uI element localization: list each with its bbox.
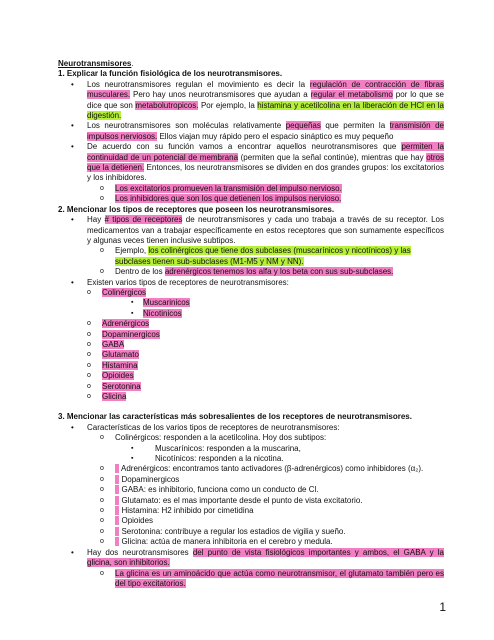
section-1-list <box>58 80 444 205</box>
spacer <box>58 402 444 412</box>
text-run: que permiten la <box>320 121 390 131</box>
text-run: Los neurotransmisores regulan el movimiento es decir la <box>87 79 310 89</box>
highlighted-text: transmisión de impulsos nerviosos. <box>87 121 444 141</box>
text-run: Dentro de los <box>115 267 165 277</box>
text-run: Por ejemplo, la <box>198 100 258 110</box>
list-item: o GABA: es inhibitorio, funciona como un conducto de Cl. <box>58 485 444 495</box>
list-item: o Glicina <box>58 392 444 402</box>
text-run: Hay <box>87 215 105 225</box>
list-item: ▪ Nicotínicos: responden a la nicotina. <box>58 454 444 464</box>
paragraph <box>58 121 444 142</box>
list-item: o Glutamato <box>58 350 444 360</box>
text-run: Ejemplo, <box>115 246 149 256</box>
list-item <box>58 267 444 277</box>
list-item: o Colinérgicos <box>58 288 444 298</box>
paragraph <box>58 142 444 184</box>
list-item <box>58 569 444 590</box>
list-item: o Dopaminergicos <box>58 330 444 340</box>
list-item: o Colinérgicos: responden a la acetilcolina. Hoy dos subtipos: <box>58 433 444 443</box>
text-run: Entonces, los neurotransmisores se dividen en dos grandes grupos: los excitatorios y los inhibidores. <box>87 163 445 183</box>
text-run: por lo que se dice que son <box>87 90 444 110</box>
section-2-heading: 2. Mencionar los tipos de receptores que poseen los neurotransmisores. <box>58 204 335 214</box>
highlighted-text: La glicina es un aminoácido que actúa como neurotransmisor, el glutamato también pero es del tipo excitatorios. <box>115 568 444 588</box>
paragraph: • Características de los varios tipos de receptores de neurotransmisores: <box>58 423 444 433</box>
list-item: ▪ Muscarinicos <box>58 298 444 308</box>
list-item: o Glutamato: es el mas importante desde el punto de vista excitatorio. <box>58 496 444 506</box>
list-item: o Adrenérgicos: encontramos tanto activadores (β-adrenérgicos) como inhibidores (α₂). <box>58 464 444 474</box>
highlighted-text: otros que la detienen. <box>87 152 444 173</box>
list-item: ▪ Nicotinicos <box>58 309 444 319</box>
list-item: o Serotonina <box>58 382 444 392</box>
list-item: o Los inhibidores que son los que detienen los impulsos nervioso. <box>58 194 444 204</box>
highlighted-text: histamina y acetilcolina en la liberación de HCl en la digestión. <box>87 100 444 121</box>
highlighted-text: permiten la continuidad de un potencial de membrana <box>87 142 444 162</box>
text-run: Pero hay unos neurotransmisores que ayudan a <box>130 90 311 100</box>
highlighted-text: regulación de contracción de fibras musculares. <box>87 79 445 100</box>
text-run: Ellos viajan muy rápido pero el espacio sináptico es muy pequeño <box>157 131 394 141</box>
highlighted-text: metabolutropicos. <box>135 100 199 110</box>
list-item: o GABA <box>58 340 444 350</box>
document-page <box>58 59 444 589</box>
doc-title: Neurotransmisores. <box>58 59 134 68</box>
list-item: o Histamina: H2 inhibido por cimetidina <box>58 506 444 516</box>
highlighted-text: del punto de vista fisiológicos importantes y ambos, el GABA y la glicina, son inhibitorios. <box>87 547 444 568</box>
section-3-heading: 3. Mencionar las características más sobresalientes de los receptores de neurotransmisores. <box>58 412 412 422</box>
list-item <box>58 246 444 267</box>
paragraph <box>58 548 444 569</box>
highlighted-text: regular el metabolismo <box>310 90 393 100</box>
list-item: o Opioides <box>58 516 444 526</box>
list-item: o Glicina: actúa de manera inhibitoria en el cerebro y medula. <box>58 537 444 547</box>
list-item: o Serotonina: contribuye a regular los estadios de vigilia y sueño. <box>58 527 444 537</box>
text-run: De acuerdo con su función vamos a encontrar aquellos neurotransmisores que <box>87 142 402 152</box>
section-1-heading: 1. Explicar la función fisiológica de los neurotransmisores. <box>58 69 283 79</box>
paragraph <box>58 80 444 122</box>
page-number: 1 <box>439 600 446 614</box>
list-item: o Los excitatorios promueven la transmisión del impulso nervioso. <box>58 184 444 194</box>
highlighted-text: adrenérgicos tenemos los alfa y los beta con sus sub-subclases. <box>164 267 394 277</box>
text-run: (permiten que la señal continúe), mientras que hay <box>238 152 427 162</box>
list-item: ▪ Muscarínicos: responden a la muscarina, <box>58 444 444 454</box>
text-run: de neurotransmisores y cada uno trabaja a través de su receptor. Los medicamentos van a trabajar específicamente en estos receptores que son sumamente específicos y algunas veces tienen inclusive subtipos. <box>87 215 444 245</box>
list-item: o Histamina <box>58 361 444 371</box>
list-item: o Opioides <box>58 371 444 381</box>
list-item: o Dopaminergicos <box>58 475 444 485</box>
text-run: Hay dos neurotransmisores <box>87 547 193 557</box>
section-3-list <box>58 423 444 590</box>
highlighted-text: pequeñas <box>285 121 321 131</box>
paragraph: • Existen varios tipos de receptores de neurotransmisores: <box>58 278 444 288</box>
highlighted-text: # tipos de receptores <box>104 215 183 225</box>
section-2-list <box>58 215 444 402</box>
list-item: o Adrenérgicos <box>58 319 444 329</box>
text-run: Los neurotransmisores son moléculas relativamente <box>87 121 286 131</box>
highlighted-text: los colinérgicos que tiene dos subclases (muscarínicos y nicotínicos) y las subclases tienen sub-subclases (M1-M5 y NM y NN). <box>115 246 411 266</box>
paragraph <box>58 215 444 246</box>
